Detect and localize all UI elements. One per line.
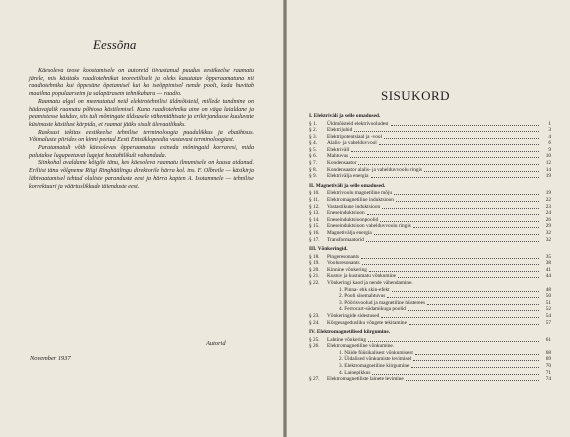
toc-entry-title: Magnetivälja energia — [327, 229, 372, 236]
toc-leader-dots — [367, 214, 539, 215]
toc-entry-title: Alalis- ja vahelduvvool — [327, 140, 377, 147]
toc-entry-page: 32 — [545, 236, 551, 243]
toc-entry-page: 35 — [545, 253, 551, 260]
toc-leader-dots — [394, 194, 539, 195]
toc-entry-page: 6 — [548, 140, 551, 147]
toc-entry-title: Kondensaator — [327, 160, 357, 167]
toc-entry — [309, 337, 551, 344]
toc-section-heading: IV. Elektromagnetilised kiirgumine. — [309, 329, 391, 336]
toc-entry-title: Kustuv ja kustumatu võnkumine — [327, 273, 397, 280]
toc-leader-dots — [384, 138, 539, 139]
toc-entry-title: Kõrgesagedusliku võngete tekitamine — [327, 319, 407, 326]
toc-entry — [309, 190, 551, 197]
toc-entry-number: § 18. — [309, 253, 320, 260]
toc-entry-page: 71 — [545, 369, 551, 376]
toc-leader-dots — [379, 144, 539, 145]
toc-entry — [309, 363, 551, 370]
toc-entry — [309, 300, 551, 307]
toc-entry — [309, 160, 551, 167]
toc-entry — [309, 306, 551, 313]
toc-leader-dots — [368, 341, 539, 342]
toc-entry-page: 32 — [545, 229, 551, 236]
toc-entry-title: Elektrivälja energia — [327, 173, 369, 180]
toc-entry-title: Elektromagnetiline induktsioon — [327, 196, 394, 203]
toc-entry-page: 41 — [545, 266, 551, 273]
toc-entry — [309, 343, 551, 350]
toc-entry-title: 4. Ferrocart-südamikuga poolid — [339, 306, 406, 313]
toc-entry-page: 74 — [545, 376, 551, 383]
toc-entry-title: Elektromagnetiliste lainete levimine — [327, 376, 404, 383]
toc-entry-number: § 5. — [309, 146, 317, 153]
toc-entry-title: 3. Elektromagnetiline kiirgumine — [339, 363, 410, 369]
toc-leader-dots — [354, 131, 539, 132]
toc-entry-page: 48 — [545, 286, 551, 293]
toc-entry-number: § 7. — [309, 160, 317, 167]
toc-leader-dots — [413, 360, 539, 361]
toc-entry-title: 1. Näide füüsikalisest võnkumisest — [339, 349, 413, 356]
toc-entry-number: § 9. — [309, 173, 317, 180]
toc-entry — [309, 204, 551, 211]
toc-entry-number: § 2. — [309, 127, 317, 134]
toc-entry-title: 2. Pooli sisemahtuvus — [339, 293, 386, 300]
toc-entry-page: 9 — [548, 146, 551, 153]
toc-section-heading: III. Võnkeringid. — [309, 246, 348, 253]
toc-leader-dots — [350, 157, 539, 158]
toc-entry-title: Võnkeringide sidestused — [327, 312, 380, 319]
toc-entry — [309, 230, 551, 237]
toc-leader-dots — [427, 304, 539, 305]
toc-entry — [309, 127, 551, 134]
toc-entry-title: Elektromagnetiline võnkumine. — [327, 343, 395, 350]
toc-entry — [309, 134, 551, 141]
toc-entry — [309, 267, 551, 274]
toc-leader-dots — [361, 258, 539, 259]
toc-entry-title: Kondensaator alalis- ja vahelduvvoolu ringis — [327, 166, 423, 173]
toc-entry — [309, 273, 551, 280]
toc-entry — [309, 280, 551, 287]
toc-entry — [309, 173, 551, 180]
toc-entry-number: § 26. — [309, 343, 320, 350]
toc-leader-dots — [362, 264, 539, 265]
toc-entry-title: 1. Pinna- ehk skin-efekt — [339, 286, 390, 293]
toc-leader-dots — [411, 367, 539, 368]
toc-entry-page: 26 — [545, 216, 551, 223]
toc-leader-dots — [413, 227, 539, 228]
toc-leader-dots — [358, 164, 539, 165]
toc-entry-title: Elektripotentsiaal ja -vool — [327, 133, 383, 140]
preface-paragraph: Siinkohal avaldame kõigile tänu, kes käesoleva raamatu ilmumisele on kaasa aidanud. Eriliist tänu võlgneme Riigi Ringhäälingu direktorile härra kol. ins. F. Olbreile — käsikirja läbivaatamisel tehtud oluliste paranduste eest ja härra kapten A. Isotammele — tehnilise korrektuuri ja väärtuslikkude täienduste eest. — [29, 160, 254, 190]
toc-leader-dots — [408, 310, 539, 311]
toc-entry-number: § 25. — [309, 336, 320, 343]
toc-leader-dots — [387, 297, 539, 298]
preface-title: Eessõna — [93, 37, 137, 52]
toc-leader-dots — [371, 177, 539, 178]
toc-entry-title: 2. Üldalised võnkumiste levimisel — [339, 356, 412, 363]
toc-entry-page: 24 — [545, 210, 551, 217]
toc-entry — [309, 313, 551, 320]
toc-entry — [309, 167, 551, 174]
toc-entry-number: § 21. — [309, 273, 320, 280]
toc-entry-title: Vooluresonants — [327, 260, 360, 267]
toc-entry-page: 51 — [545, 299, 551, 306]
toc-entry-title: Elektrivoolu magnetiline mõju — [327, 190, 393, 197]
toc-entry — [309, 254, 551, 261]
toc-entry — [309, 287, 551, 294]
toc-entry-page: 14 — [545, 166, 551, 173]
toc-entry-number: § 3. — [309, 133, 317, 140]
toc-entry — [309, 121, 551, 128]
toc-leader-dots — [351, 151, 539, 152]
toc-entry — [309, 147, 551, 154]
toc-entry-title: Eneseinduktsioon — [327, 210, 365, 217]
toc-entry-page: 38 — [545, 260, 551, 267]
toc-entry-title: Elektrijuhid — [327, 127, 353, 134]
toc-entry-number: § 16. — [309, 229, 320, 236]
toc-entry-title: Mahtuvus — [327, 153, 349, 160]
toc-entry-number: § 19. — [309, 260, 320, 267]
toc-entry-number: § 27. — [309, 376, 320, 383]
toc-entry-page: 3 — [548, 127, 551, 134]
toc-leader-dots — [391, 125, 539, 126]
toc-entry-page: 61 — [545, 336, 551, 343]
toc-entry-number: § 6. — [309, 153, 317, 160]
toc-leader-dots — [369, 271, 539, 272]
preface-paragraph: Rasksusi tekitas eestikeelse tehnilise terminoloogia puudulikkus ja ebaühtsus. Võimaluste piirides on kinni peetud Eesti Entsüklopeedia vastavast terminoloogiast. — [29, 129, 254, 144]
toc-entry-title: Eneseinduktsioon vahelduvvoolu ringis — [327, 223, 411, 230]
toc-entry-page: 22 — [545, 196, 551, 203]
toc-entry-number: § 23. — [309, 312, 320, 319]
toc-leader-dots — [409, 324, 539, 325]
toc-entry-number: § 22. — [309, 279, 320, 286]
toc-entry-title: Võnkeringi kaod ja nende vähendamine. — [327, 279, 413, 286]
toc-entry-title: Eneseinduktsioonpoolid — [327, 216, 379, 223]
toc-entry — [309, 293, 551, 300]
toc-entry-title: Elektrivälí — [327, 146, 350, 153]
toc-entry-title: Üldmõisteid elektrivooludest — [327, 120, 389, 127]
toc-entry-page: 69 — [545, 356, 551, 363]
toc-title: SISUKORD — [381, 88, 451, 103]
toc-section-heading: II. Magnetiväli ja selle omadused. — [309, 182, 386, 189]
toc-entry-page: 10 — [545, 153, 551, 160]
preface-body — [29, 68, 254, 191]
toc-entry-page: 44 — [545, 273, 551, 280]
toc-entry-number: § 13. — [309, 210, 320, 217]
toc-entry-page: 52 — [545, 306, 551, 313]
preface-paragraph: Paratamatult võib käesolevas õpperaamatus esineda mõningaid korraresi, mida palutakse lugupeetavat lugejat heatahtlikult vabandada. — [29, 145, 254, 159]
toc-entry-page: 57 — [545, 319, 551, 326]
toc-list — [309, 110, 551, 383]
toc-leader-dots — [380, 221, 539, 222]
toc-entry-title: 4. Lainepikkus — [339, 369, 371, 376]
toc-entry-number: § 14. — [309, 216, 320, 223]
toc-entry-number: § 11. — [309, 196, 320, 203]
toc-entry-title: Transformaatorid — [327, 236, 364, 243]
toc-entry-number: § 8. — [309, 166, 317, 173]
toc-entry-page: 70 — [545, 363, 551, 369]
toc-entry-page: 1 — [548, 120, 551, 127]
toc-entry — [309, 320, 551, 327]
toc-entry — [309, 370, 551, 377]
preface-paragraph: Raamatu algul on meenutatud neid elektrotehnilisi üldmõisteid, millede tundmine on hädavajalik raamatu põhiosa käsitlemisel. Kuna raadiotehnika aine on väga laialdane ja peamistesse kakduv, siis tuli mõningate üldsusele vähemtähtsate ja erikirjandusse kuuluvate küsimuste käsitlust kärpida, et raamat jääks sisult ülevaatlikuks. — [29, 98, 254, 128]
preface-author: Autorid — [206, 340, 226, 347]
preface-date: November 1937 — [30, 355, 71, 362]
toc-entry-page: 50 — [545, 293, 551, 300]
toc-entry-title: Kinnine võnkering — [327, 266, 367, 273]
toc-entry — [309, 217, 551, 224]
toc-entry-page: 19 — [545, 190, 551, 197]
toc-entry-number: § 1. — [309, 120, 317, 127]
toc-leader-dots — [415, 354, 539, 355]
toc-leader-dots — [382, 208, 539, 209]
toc-leader-dots — [392, 291, 539, 292]
toc-entry-page: 12 — [545, 160, 551, 167]
toc-entry — [309, 260, 551, 267]
toc-entry — [309, 356, 551, 363]
toc-entry-number: § 10. — [309, 190, 320, 197]
toc-entry — [309, 376, 551, 383]
toc-entry-number: § 12. — [309, 203, 320, 210]
toc-entry-number: § 15. — [309, 223, 320, 230]
toc-entry-title: Lahtine võnkering — [327, 336, 366, 343]
toc-entry-number: § 4. — [309, 140, 317, 147]
toc-entry-page: 23 — [545, 203, 551, 210]
toc-entry-page: 19 — [545, 173, 551, 180]
toc-entry-number: § 24. — [309, 319, 320, 326]
toc-entry — [309, 197, 551, 204]
toc-entry-number: § 17. — [309, 236, 320, 243]
toc-entry-page: 68 — [545, 349, 551, 356]
toc-entry-title: 3. Pöörisvoolud ja magnetiline hüsterees — [339, 299, 426, 306]
toc-entry — [309, 140, 551, 147]
contents-page — [287, 0, 570, 437]
toc-leader-dots — [372, 374, 539, 375]
preface-page — [0, 0, 283, 437]
toc-section-heading: I. Elektrivälí ja selle omadused. — [309, 113, 381, 119]
toc-entry-title: Vastastikune induktsioon — [327, 203, 381, 210]
toc-leader-dots — [406, 380, 539, 381]
toc-entry-page: 54 — [545, 312, 551, 319]
toc-leader-dots — [381, 317, 539, 318]
toc-entry — [309, 237, 551, 244]
toc-entry — [309, 153, 551, 160]
toc-leader-dots — [366, 241, 539, 242]
toc-entry — [309, 223, 551, 230]
toc-leader-dots — [374, 234, 539, 235]
toc-entry-page: 4 — [548, 133, 551, 140]
toc-entry-title: Pingeresonants — [327, 253, 360, 260]
preface-paragraph: Käesoleva teose koostamisele on autoreid tiivustanud puudus eestikeelse raamatu järele, mis käsitaks raadiotehnikat teoreetiliselt ja oleks kasutatav õpperaamatuna nii raadiotehnika kui õppesüne õpetamisel kui ka iseõppimisel nende poolt, keda huvitab maailma populaarseim ja salapärasem tehnikaharu — raadio. — [29, 68, 254, 98]
toc-entry-page: 29 — [545, 223, 551, 230]
toc-leader-dots — [398, 277, 539, 278]
toc-entry — [309, 210, 551, 217]
toc-leader-dots — [424, 171, 539, 172]
toc-entry-number: § 20. — [309, 266, 320, 273]
toc-leader-dots — [396, 201, 539, 202]
